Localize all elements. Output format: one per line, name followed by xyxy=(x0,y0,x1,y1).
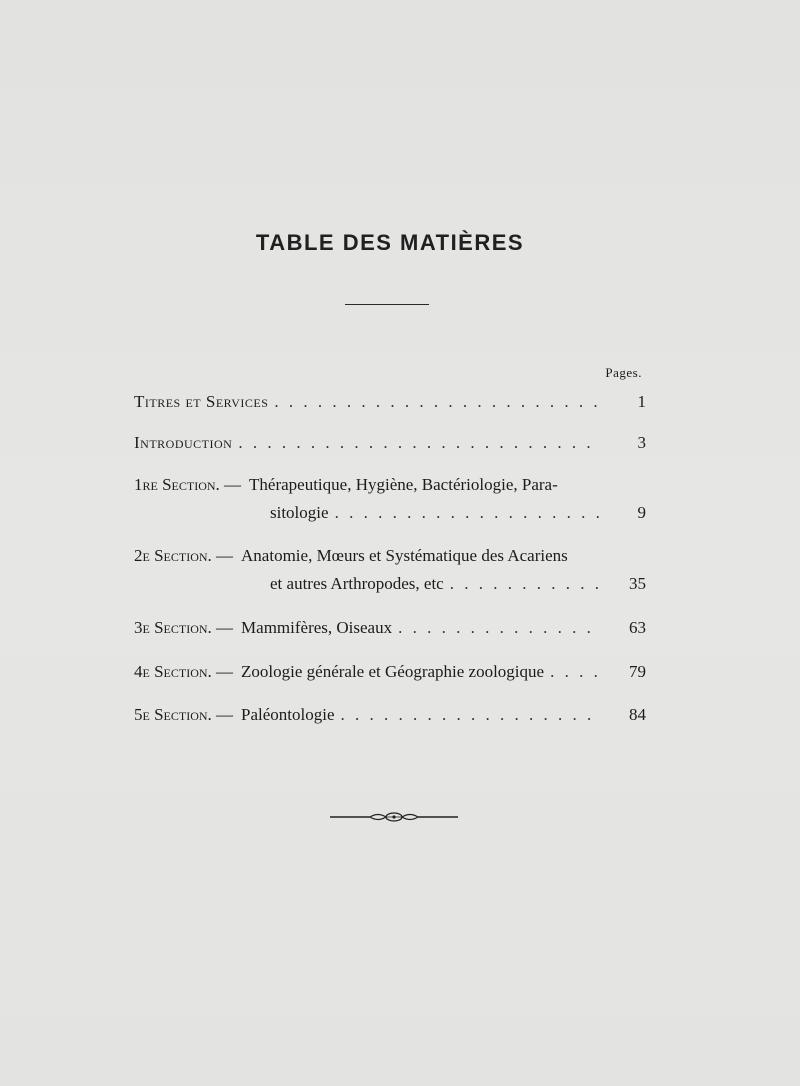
toc-entry-section-4[interactable] xyxy=(134,660,646,684)
dot-leader xyxy=(335,501,600,525)
toc-entry-text-continued: et autres Arthropodes, etc xyxy=(270,574,444,593)
title-rule xyxy=(345,304,429,305)
toc-page-number: 3 xyxy=(637,433,646,452)
dot-leader xyxy=(341,703,600,727)
toc-page-number: 1 xyxy=(637,392,646,411)
toc-entry-text: Thérapeutique, Hygiène, Bactériologie, Para- xyxy=(249,475,558,494)
toc-page-number: 84 xyxy=(629,705,646,724)
toc-entry-section-3[interactable] xyxy=(134,616,646,640)
page-title: TABLE DES MATIÈRES xyxy=(255,230,525,255)
toc-section-label: 5e Section. — xyxy=(134,705,234,724)
dot-leader xyxy=(238,431,600,455)
toc-section-label: 4e Section. — xyxy=(134,662,234,681)
pages-column-header: Pages. xyxy=(605,365,642,380)
toc-entry-section-2[interactable] xyxy=(134,544,646,596)
toc-page-number: 63 xyxy=(629,618,646,637)
toc-entry-label: Titres et Services xyxy=(134,392,269,411)
toc-page-number: 9 xyxy=(637,503,646,522)
toc-section-label: 2e Section. — xyxy=(134,546,234,565)
dot-leader xyxy=(274,390,600,414)
toc-entry-text: Anatomie, Mœurs et Systématique des Acariens xyxy=(241,546,568,565)
toc-entry-introduction[interactable] xyxy=(134,431,646,455)
toc-entry-label: Introduction xyxy=(134,433,233,452)
toc-page-number: 79 xyxy=(629,662,646,681)
toc-entry-section-5[interactable] xyxy=(134,703,646,727)
dot-leader xyxy=(450,572,600,596)
toc-page-number: 35 xyxy=(629,574,646,593)
toc-entry-text: Zoologie générale et Géographie zoologique xyxy=(241,662,545,681)
toc-entry-text: Mammifères, Oiseaux xyxy=(241,618,393,637)
toc-entry-text: Paléontologie xyxy=(241,705,335,724)
toc-section-label: 3e Section. — xyxy=(134,618,234,637)
dot-leader xyxy=(398,616,600,640)
toc-entry-titres[interactable] xyxy=(134,390,646,414)
toc-entry-section-1[interactable] xyxy=(134,473,646,525)
toc-section-label: 1re Section. — xyxy=(134,475,242,494)
fleuron-ornament xyxy=(330,810,458,824)
dot-leader xyxy=(550,660,600,684)
toc-entry-text-continued: sitologie xyxy=(270,503,329,522)
